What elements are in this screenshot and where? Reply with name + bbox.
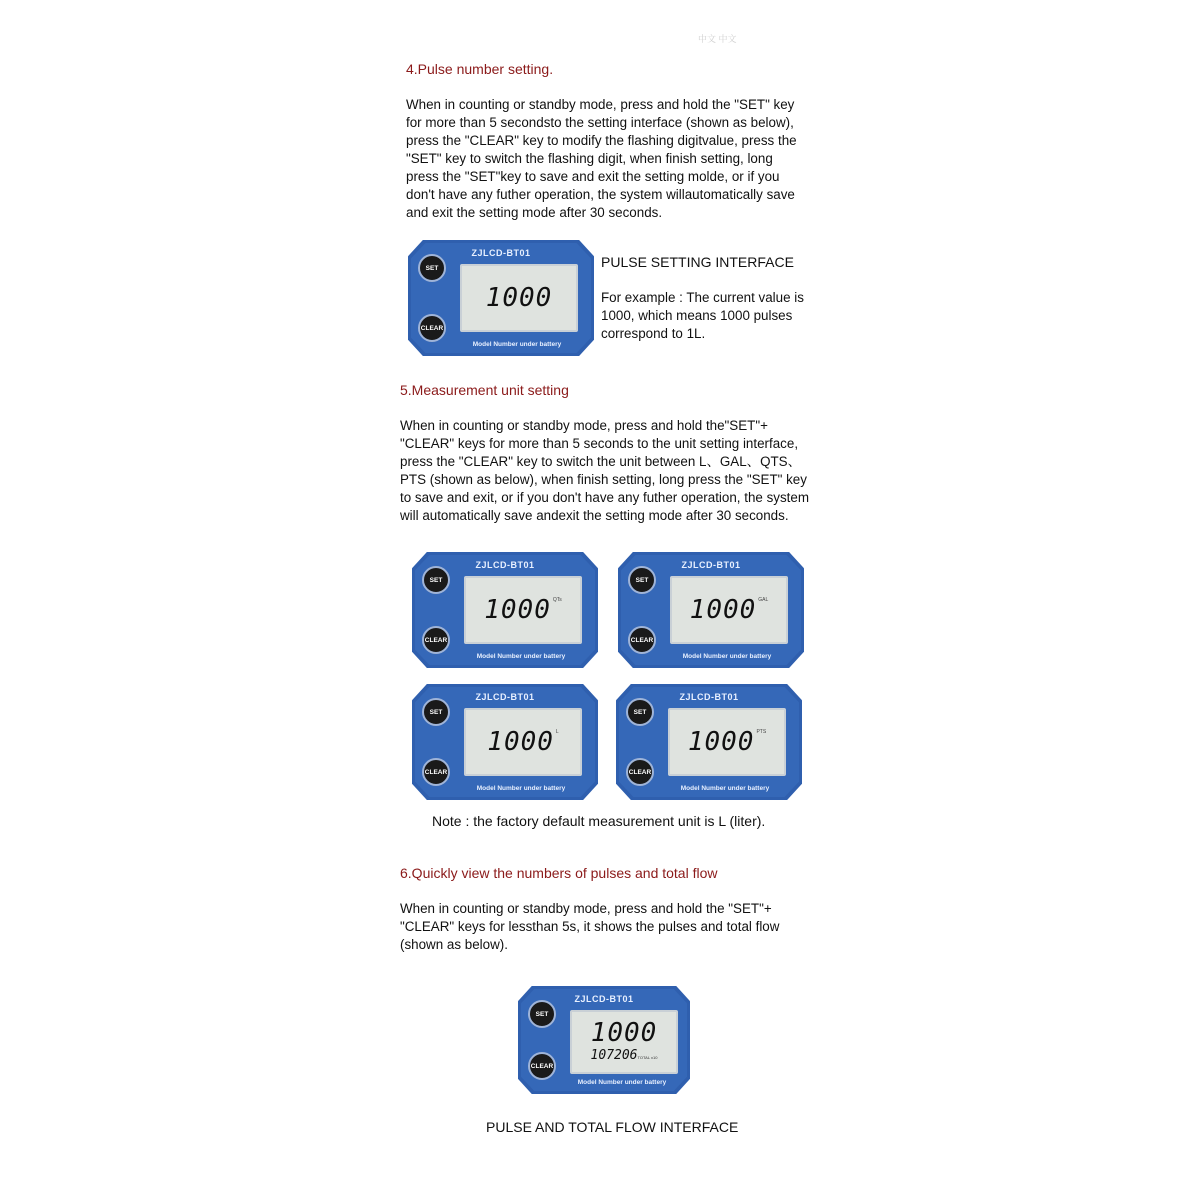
lcd-value: 1000 bbox=[485, 283, 553, 313]
section4-heading: 4.Pulse number setting. bbox=[406, 61, 554, 77]
meter-unit-l bbox=[412, 684, 598, 800]
meter-footer: Model Number under battery bbox=[476, 653, 566, 660]
meter-model: ZJLCD-BT01 bbox=[681, 560, 741, 570]
meter-model: ZJLCD-BT01 bbox=[475, 692, 535, 702]
lcd-display bbox=[464, 708, 582, 776]
pulse-total-caption: PULSE AND TOTAL FLOW INTERFACE bbox=[486, 1119, 739, 1135]
pulse-example-text: For example : The current value is 1000, which means 1000 pulses correspond to 1L. bbox=[601, 290, 804, 341]
lcd-display bbox=[570, 1010, 678, 1074]
lcd-value: 1000 bbox=[487, 727, 554, 757]
set-button: SET bbox=[628, 566, 656, 594]
meter-unit-pts bbox=[616, 684, 802, 800]
pulse-interface-title: PULSE SETTING INTERFACE bbox=[601, 254, 794, 270]
section5-text: When in counting or standby mode, press and hold the"SET"+ "CLEAR" keys for more than 5 seconds to the unit setting interface, press the "CLEAR" key to switch the unit between L、GAL、QTS、 PTS (shown as below), when finish setting, long press the "SET" key to save and exit, or if you don't have any futher operation, the system will automatically save andexit the setting mode after 30 seconds. bbox=[400, 418, 809, 523]
clear-button: CLEAR bbox=[422, 626, 450, 654]
section5-heading: 5.Measurement unit setting bbox=[400, 382, 569, 398]
set-button: SET bbox=[528, 1000, 556, 1028]
clear-button: CLEAR bbox=[628, 626, 656, 654]
lcd-unit: L bbox=[555, 729, 559, 735]
meter-model: ZJLCD-BT01 bbox=[679, 692, 739, 702]
set-button: SET bbox=[418, 254, 446, 282]
meter-footer: Model Number under battery bbox=[682, 653, 772, 660]
lcd-value: 1000 bbox=[484, 595, 551, 625]
meter-footer: Model Number under battery bbox=[680, 785, 770, 792]
clear-button: CLEAR bbox=[422, 758, 450, 786]
lcd-value: 1000 bbox=[687, 727, 755, 757]
section6-heading: 6.Quickly view the numbers of pulses and total flow bbox=[400, 865, 718, 881]
set-button: SET bbox=[422, 698, 450, 726]
meter-model: ZJLCD-BT01 bbox=[475, 560, 535, 570]
lcd-total: 107206 bbox=[590, 1048, 638, 1063]
section4-text: When in counting or standby mode, press and hold the "SET" key for more than 5 secondsto the setting interface (shown as below), press the "CLEAR" key to modify the flashing digitvalue, press the "SET" key to switch the flashing digit, when finish setting, long press the "SET"key to save and exit the setting molde, or if you don't have any futher operation, the system willautomatically save and exit the setting mode after 30 seconds. bbox=[406, 97, 797, 220]
unit-note: Note : the factory default measurement unit is L (liter). bbox=[432, 813, 766, 829]
meter-footer: Model Number under battery bbox=[476, 785, 566, 792]
lcd-display bbox=[668, 708, 786, 776]
lcd-unit: PTS bbox=[756, 729, 767, 735]
lcd-display bbox=[464, 576, 582, 644]
meter-unit-gal bbox=[618, 552, 804, 668]
meter-footer: Model Number under battery bbox=[577, 1079, 667, 1086]
lcd-display bbox=[460, 264, 578, 332]
set-button: SET bbox=[422, 566, 450, 594]
lcd-value: 1000 bbox=[689, 595, 757, 625]
clear-button: CLEAR bbox=[626, 758, 654, 786]
meter-pulse-setting bbox=[408, 240, 594, 356]
clear-button: CLEAR bbox=[418, 314, 446, 342]
lcd-unit: GAL bbox=[758, 597, 769, 603]
lcd-value: 1000 bbox=[590, 1018, 658, 1048]
set-button: SET bbox=[626, 698, 654, 726]
clear-button: CLEAR bbox=[528, 1052, 556, 1080]
lcd-unit: QTs bbox=[552, 597, 562, 603]
meter-pulse-total bbox=[518, 986, 690, 1094]
header-faint-text: 中文 中文 bbox=[698, 34, 737, 44]
lcd-display bbox=[670, 576, 788, 644]
section6-text: When in counting or standby mode, press and hold the "SET"+ "CLEAR" keys for lessthan 5s, it shows the pulses and total flow (shown as below). bbox=[400, 901, 780, 952]
lcd-total-tag: TOTAL x10 bbox=[637, 1055, 658, 1060]
meter-unit-qts bbox=[412, 552, 598, 668]
meter-footer: Model Number under battery bbox=[472, 341, 562, 348]
meter-model: ZJLCD-BT01 bbox=[471, 248, 531, 258]
meter-model: ZJLCD-BT01 bbox=[574, 994, 634, 1004]
